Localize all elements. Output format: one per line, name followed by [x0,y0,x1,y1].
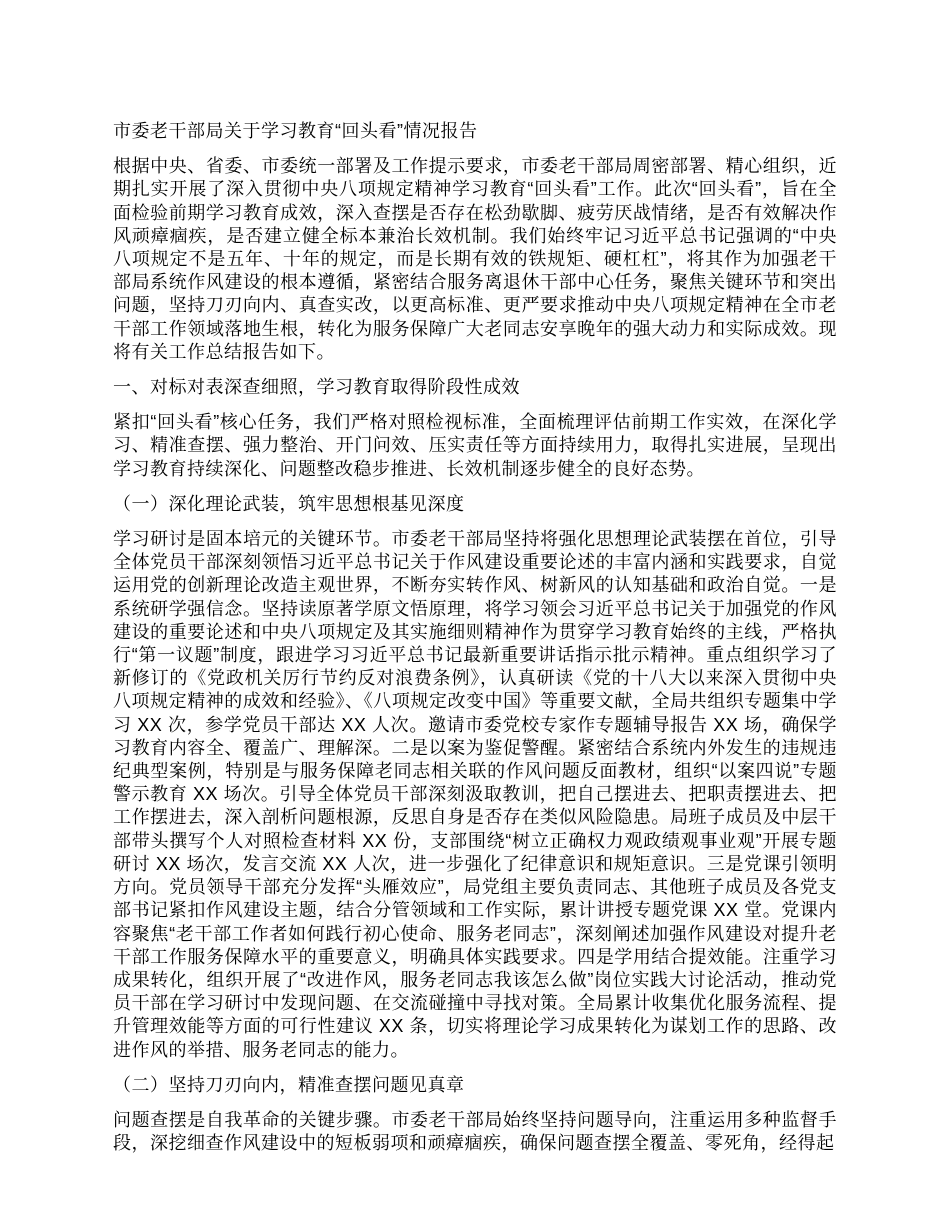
subsection-1-2-heading: （二）坚持刀刃向内，精准查摆问题见真章 [113,1074,465,1095]
subsection-1-1-heading: （一）深化理论武装，筑牢思想根基见深度 [113,493,465,514]
section-1-overview-paragraph: 紧扣“回头看”核心任务，我们严格对照检视标准，全面梳理评估前期工作实效，在深化学习、精准查摆、强力整治、开门问效、压实责任等方面持续用力，取得扎实进展，呈现出学习教育持续深化、问题整改稳步推进、长效机制逐步健全的良好态势。 [113,412,837,479]
document-title: 市委老干部局关于学习教育“回头看”情况报告 [113,121,478,141]
subsection-1-1-paragraph: 学习研讨是固本培元的关键环节。市委老干部局坚持将强化思想理论武装摆在首位，引导全体党员干部深刻领悟习近平总书记关于作风建设重要论述的丰富内涵和实践要求，自觉运用党的创新理论改造主观世界，不断夯实转作风、树新风的认知基础和政治自觉。一是系统研学强信念。坚持读原著学原文悟原理，将学习领会习近平总书记关于加强党的作风建设的重要论述和中央八项规定及其实施细则精神作为贯穿学习教育始终的主线，严格执行“第一议题”制度，跟进学习习近平总书记最新重要讲话指示批示精神。重点组织学习了新修订的《党政机关厉行节约反对浪费条例》，认真研读《党的十八大以来深入贯彻中央八项规定精神的成效和经验》、《八项规定改变中国》等重要文献，全局共组织专题集中学习 XX 次，参学党员干部达 XX 人次。邀请市委党校专家作专题辅导报告 XX 场，确保学习教育内容全、覆盖广、理解深。二是以案为鉴促警醒。紧密结合系统内外发生的违规违纪典型案例，特别是与服务保障老同志相关联的作风问题反面教材，组织“以案四说”专题警示教育 XX 场次。引导全体党员干部深刻汲取教训，把自己摆进去、把职责摆进去、把工作摆进去，深入剖析问题根源，反思自身是否存在类似风险隐患。局班子成员及中层干部带头撰写个人对照检查材料 XX 份，支部围绕“树立正确权力观政绩观事业观”开展专题研讨 XX 场次，发言交流 XX 人次，进一步强化了纪律意识和规矩意识。三是党课引领明方向。党员领导干部充分发挥“头雁效应”，局党组主要负责同志、其他班子成员及各党支部书记紧扣作风建设主题，结合分管领域和工作实际，累计讲授专题党课 XX 堂。党课内容聚焦“老干部工作者如何践行初心使命、服务老同志”，深刻阐述加强作风建设对提升老干部工作服务保障水平的重要意义，明确具体实践要求。四是学用结合提效能。注重学习成果转化，组织开展了“改进作风，服务老同志我该怎么做”岗位实践大讨论活动，推动党员干部在学习研讨中发现问题、在交流碰撞中寻找对策。全局累计收集优化服务流程、提升管理效能等方面的可行性建议 XX 条，切实将理论学习成果转化为谋划工作的思路、改进作风的举措、服务老同志的能力。 [113,529,837,1060]
section-1-heading: 一、对标对表深查细照，学习教育取得阶段性成效 [113,377,520,398]
intro-paragraph: 根据中央、省委、市委统一部署及工作提示要求，市委老干部局周密部署、精心组织，近期扎实开展了深入贯彻中央八项规定精神学习教育“回头看”工作。此次“回头看”，旨在全面检验前期学习教育成效，深入查摆是否存在松劲歇脚、疲劳厌战情绪，是否有效解决作风顽瘴痼疾，是否建立健全标本兼治长效机制。我们始终牢记习近平总书记强调的“中央八项规定不是五年、十年的规定，而是长期有效的铁规矩、硬杠杠”，将其作为加强老干部局系统作风建设的根本遵循，紧密结合服务离退休干部中心任务，聚焦关键环节和突出问题，坚持刀刃向内、真查实改，以更高标准、更严要求推动中央八项规定精神在全市老干部工作领域落地生根，转化为服务保障广大老同志安享晚年的强大动力和实际成效。现将有关工作总结报告如下。 [113,156,837,362]
subsection-1-2-paragraph: 问题查摆是自我革命的关键步骤。市委老干部局始终坚持问题导向，注重运用多种监督手段，深挖细查作风建设中的短板弱项和顽瘴痼疾，确保问题查摆全覆盖、零死角，经得起 [113,1109,837,1154]
